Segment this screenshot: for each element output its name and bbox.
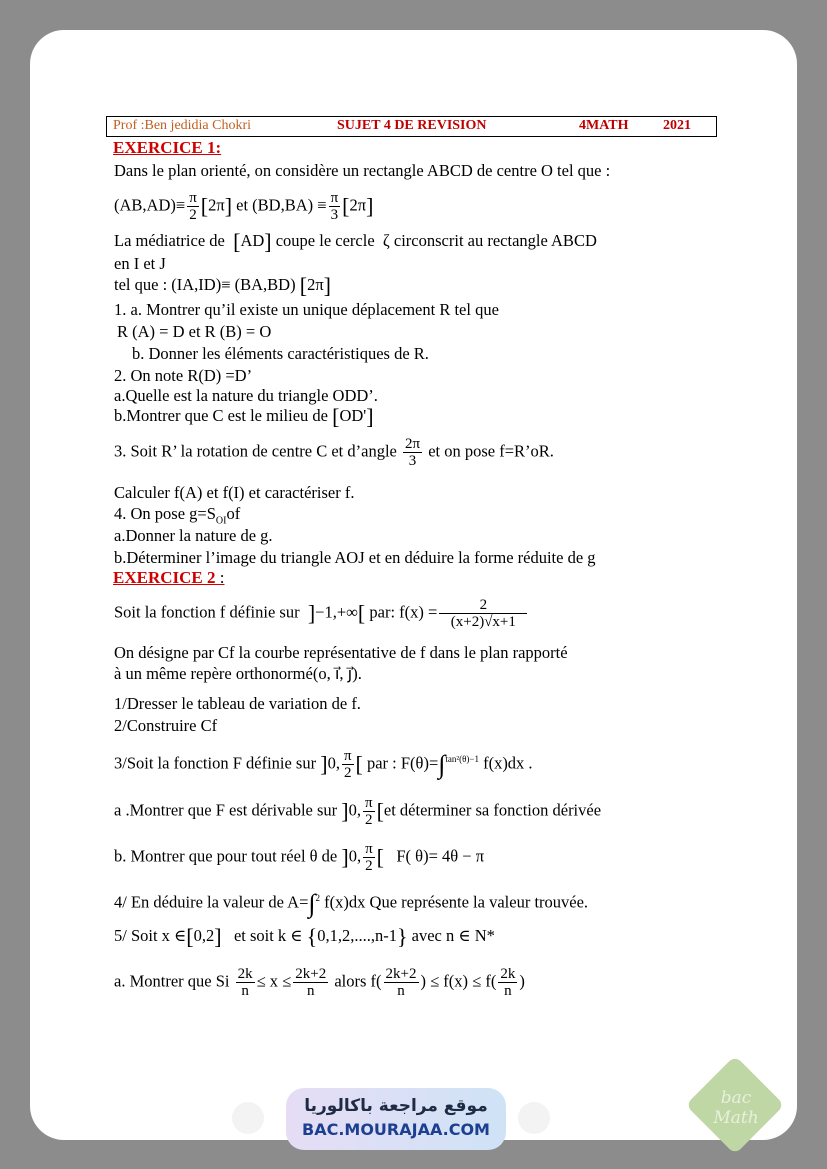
year: 2021 (663, 118, 691, 133)
site-banner[interactable] (286, 1088, 506, 1150)
q3: 3. Soit R’ la rotation de centre C et d’angle $\frac{2\pi}{3}$ et on pose f=R’oR. (114, 436, 554, 469)
ex2-def: Soit la fonction f définie sur ]−1,+∞[ par: f(x) = $\frac{2}{(x+2)√x+1}$ (114, 597, 529, 630)
ex2-q5: 5/ Soit x ∈[0,2] et soit k ∈ {0,1,2,....,n-1} avec n ∈ N* (114, 924, 495, 950)
q2b: b.Montrer que C est le milieu de [OD'] (114, 404, 374, 430)
site-logo-left-icon (232, 1102, 264, 1134)
ex1-angles: (AB,AD)≡ $\frac{\pi}{2}$ [2π] et (BD,BA) ≡ $\frac{\pi}{3}$ [2π] (114, 190, 374, 223)
ex2-q3b: b. Montrer que pour tout réel θ de ]0, $\frac{\pi}{2}$ [ F( θ)= 4θ − π (114, 841, 485, 874)
ex2-q2: 2/Construire Cf (114, 716, 218, 735)
exercise-2-title: EXERCICE 2 : (113, 568, 225, 587)
q1b: b. Donner les éléments caractéristiques de R. (132, 344, 429, 363)
ex1-mediatrice: La médiatrice de [AD] coupe le cercle ζ circonscrit au rectangle ABCD (114, 229, 597, 255)
ex1-line: en I et J (114, 254, 166, 273)
q1a: 1. a. Montrer qu’il existe un unique déplacement R tel que (114, 300, 499, 319)
q4: 4. On pose $g=S_{OI}of$ (114, 504, 241, 527)
ex2-q1: 1/Dresser le tableau de variation de f. (114, 694, 361, 713)
site-banner-url: BAC.MOURAJAA.COM (302, 1120, 490, 1139)
prof-name: Prof :Ben jedidia Chokri (113, 118, 252, 133)
subject-title: SUJET 4 DE REVISION (337, 118, 487, 133)
exercise-1-title: EXERCICE 1: (113, 138, 222, 157)
level: 4MATH (579, 118, 629, 133)
ex1-condition: tel que : (IA,ID)≡ (BA,BD) [2π] (114, 273, 331, 299)
ex2-q3a: a .Montrer que F est dérivable sur ]0, $\frac{\pi}{2}$ [et déterminer sa fonction dérivée (114, 795, 602, 828)
site-banner-arabic: موقع مراجعة باكالوريا (304, 1096, 488, 1116)
q1a-cond: R (A) = D et R (B) = O (117, 322, 272, 341)
q2a: a.Quelle est la nature du triangle ODD’. (114, 386, 378, 405)
q4a: a.Donner la nature de g. (114, 526, 273, 545)
ex2-q4: 4/ En déduire la valeur de A=∫$^2$ f(x)dx Que représente la valeur trouvée. (114, 888, 589, 918)
q3c: Calculer f(A) et f(I) et caractériser f. (114, 483, 355, 502)
q4b: b.Déterminer l’image du triangle AOJ et en déduire la forme réduite de g (114, 548, 596, 567)
q2: 2. On note R(D) =D’ (114, 366, 253, 385)
bacmath-logo-text: bac Math (713, 1088, 759, 1128)
ex2-curve: On désigne par Cf la courbe représentative de f dans le plan rapporté (114, 643, 568, 662)
ex1-intro: Dans le plan orienté, on considère un rectangle ABCD de centre O tel que : (114, 161, 611, 180)
site-logo-right-icon (518, 1102, 550, 1134)
ex2-q5a: a. Montrer que Si $\frac{2k}{n}$ ≤ x ≤ $\frac{2k+2}{n}$ alors f( $\frac{2k+2}{n}$ ) ≤ f(x) ≤ f( $\frac{2k}{n}$ ) (114, 966, 525, 999)
ex2-q3: 3/Soit la fonction F définie sur ]0, $\frac{\pi}{2}$ [ par : F(θ)=∫$^{tan^2(\theta)-1}$ f(x)dx . (114, 748, 533, 781)
ex2-repere: à un même repère orthonormé(o, i⃗, j⃗). (114, 664, 362, 683)
header-box (106, 116, 717, 137)
